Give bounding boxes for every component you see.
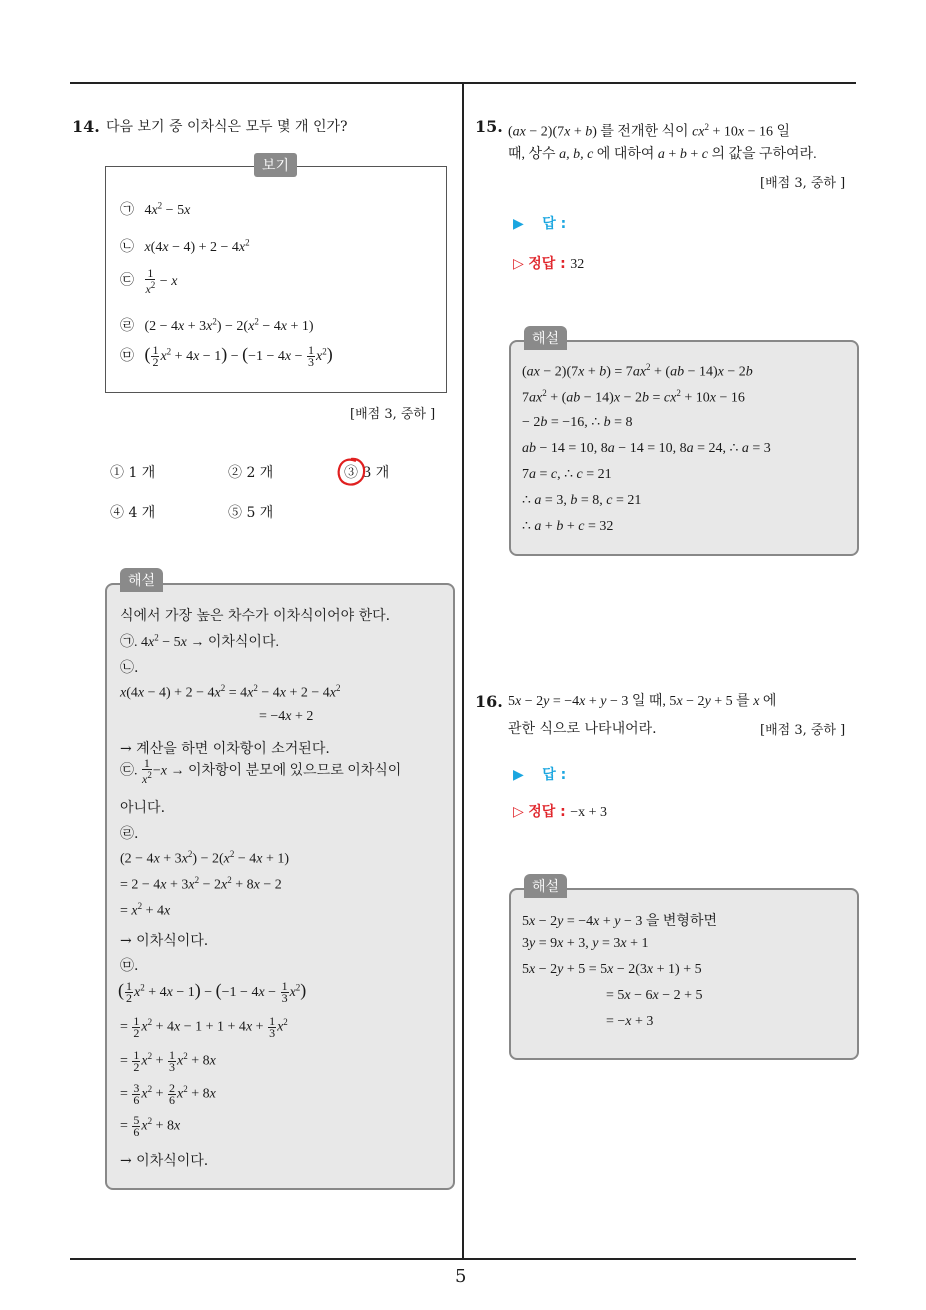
choice-4-num: ④ (110, 505, 124, 521)
answer-arrow-icon: ▶ (513, 216, 524, 232)
q14-score: [배점 3, 중하 ] (350, 407, 436, 422)
q15-correct-value: 32 (570, 257, 585, 272)
q14-sol-line-15: ( $\frac{1}{2}$ $x^2 + 4x - 1) - (-1 - 4x$ − $\frac{1}{3}$ $x^2$) (118, 979, 307, 1006)
q16-correct-row (513, 801, 607, 821)
q16-correct-label: 정답 : (528, 804, 566, 820)
q14-item-2-mark: ㉡ (120, 239, 134, 255)
q16-correct-value: −x + 3 (570, 805, 608, 820)
q14-sol-line-9: ㉣. (120, 826, 139, 842)
q14-solution-title: 해설 (120, 568, 163, 592)
q15-text-2: 때, 상수 a, b, c 에 대하여 a + b + c 의 값을 구하여라. (508, 147, 817, 162)
q16-sol-line-1: 5x − 2y = −4x + y − 3 을 변형하면 (522, 914, 717, 929)
q16-sol-line-3: 5x − 2y + 5 = 5x − 2(3x + 1) + 5 (522, 962, 702, 977)
q16-text-1: 5x − 2y = −4x + y − 3 일 때, 5x − 2y + 5 를 x 에 (508, 694, 777, 709)
choice-3-label: 3 개 (362, 465, 390, 481)
q14-item-1: ㉠ $4x^2 - 5x$ (120, 200, 191, 218)
q14-item-5: ㉤ ( $\frac{1}{2}$ $x^2 + 4x - 1) - (-1 - 4x$ − $\frac{1}{3}$ $x^2$) (120, 343, 333, 370)
choice-4-label: 4 개 (128, 505, 156, 521)
q14-sol-line-13: → 이차식이다. (120, 933, 209, 949)
choice-5-label: 5 개 (246, 505, 274, 521)
q15-correct-row (513, 253, 584, 273)
q15-sol-line-7: ∴ a + b + c = 32 (522, 519, 614, 534)
q14-sol-line-11: = $2 - 4x + 3x^2 - 2x^2 + 8x - 2$ (120, 875, 282, 893)
q15-sol-line-2: $7ax^2 + (ab - 14)x - 2b = cx^2 + 10x - 16$ (522, 388, 745, 406)
q15-correct-label: 정답 : (528, 256, 566, 272)
q14-sol-line-8: 아니다. (120, 800, 166, 816)
choice-5-num: ⑤ (228, 505, 242, 521)
choice-1-label: 1 개 (128, 465, 156, 481)
q16-answer-row (513, 764, 566, 784)
q16-number: 16. (475, 692, 503, 711)
q14-item-4-mark: ㉣ (120, 318, 134, 334)
q14-bogi-label: 보기 (254, 153, 297, 177)
correct-arrow-icon: ▷ (513, 804, 524, 820)
q16-sol-line-4: = 5x − 6x − 2 + 5 (606, 988, 703, 1003)
q14-sol-line-7-text: → 이차항이 분모에 있으므로 이차식이 (170, 763, 402, 779)
correct-arrow-icon: ▷ (513, 256, 524, 272)
q14-sol-line-12: = $x^2 + 4x$ (120, 901, 171, 919)
q15-score: [배점 3, 중하 ] (760, 176, 846, 191)
q14-choice-1[interactable] (110, 462, 155, 482)
answer-arrow-icon: ▶ (513, 767, 524, 783)
choice-2-num: ② (228, 465, 242, 481)
q14-item-1-mark: ㉠ (120, 202, 134, 218)
column-divider (462, 82, 464, 1260)
q14-sol-line-1: 식에서 가장 높은 차수가 이차식이어야 한다. (120, 608, 391, 624)
q14-sol-line-6: → 계산을 하면 이차항이 소거된다. (120, 741, 330, 757)
q14-choice-2[interactable] (228, 462, 273, 482)
q14-number: 14. (72, 117, 100, 136)
q14-sol-line-19: → 이차식이다. (120, 1153, 209, 1169)
choice-3-num: ③ (344, 465, 358, 481)
q16-score: [배점 3, 중하 ] (760, 723, 846, 738)
q15-number: 15. (475, 117, 503, 136)
q14-sol-line-4: $x(4x - 4) + 2 - 4x^2 = 4x^2 - 4x + 2 - 4x^2$ (120, 683, 341, 701)
q14-sol-line-2: ㉠. $4x^2 - 5x$ → 이차식이다. (120, 632, 279, 650)
choice-2-label: 2 개 (246, 465, 274, 481)
q14-sol-line-18b: = $\frac{5}{6}$ $x^2 + 8x$ (120, 1113, 181, 1139)
q16-sol-line-2: 3y = 9x + 3, y = 3x + 1 (522, 936, 649, 951)
q14-item-3-mark: ㉢ (120, 272, 134, 289)
q16-answer-label: 답 : (542, 767, 567, 783)
q14-sol-line-10: $(2 - 4x + 3x^2) - 2(x^2 - 4x + 1)$ (120, 849, 290, 867)
q14-sol-line-5: = −4x + 2 (259, 709, 314, 724)
q16-sol-line-5: = −x + 3 (606, 1014, 654, 1029)
choice-1-num: ① (110, 465, 124, 481)
q15-sol-line-3: − 2b = −16, ∴ b = 8 (522, 415, 633, 430)
page-number: 5 (455, 1266, 467, 1287)
selected-answer-circle-icon (334, 455, 368, 489)
q14-sol-line-16: = $\frac{1}{2}$ $x^2 + 4x - 1 + 1 + 4x$ + $\frac{1}{3}$ $x^2$ (120, 1014, 288, 1040)
q16-text-2: 관한 식으로 나타내어라. (508, 721, 657, 737)
q14-choice-5[interactable] (228, 502, 273, 522)
q14-sol-line-14: ㉤. (120, 958, 139, 974)
q15-sol-line-6: ∴ a = 3, b = 8, c = 21 (522, 493, 642, 508)
q14-item-3: ㉢ $\frac{1}{x^2}$ − x (120, 266, 178, 296)
q16-solution-title: 해설 (524, 874, 567, 898)
q15-sol-line-1: $(ax - 2)(7x + b) = 7ax^2 + (ab - 14)x - 2b$ (522, 362, 753, 380)
q14-sol-line-7: ㉢. $\frac{1}{x^2}$ −x → 이차항이 분모에 있으므로 이차식이 (120, 756, 402, 786)
q15-text-1: (ax − 2)(7x + b) 를 전개한 식이 $cx^2 + 10x - 16$ 일 (508, 122, 791, 140)
q15-sol-line-5: 7a = c, ∴ c = 21 (522, 467, 612, 482)
q14-item-2: ㉡ $x(4x - 4) + 2 - 4x^2$ (120, 237, 250, 255)
q15-answer-row (513, 213, 566, 233)
bottom-rule (70, 1258, 856, 1260)
q15-sol-line-4: ab − 14 = 10, 8a − 14 = 10, 8a = 24, ∴ a = 3 (522, 441, 771, 456)
q15-solution-title: 해설 (524, 326, 567, 350)
q14-item-4: ㉣ $(2 - 4x + 3x^2) - 2(x^2 - 4x + 1)$ (120, 316, 314, 334)
q15-answer-label: 답 : (542, 216, 567, 232)
q14-item-5-mark: ㉤ (120, 348, 134, 364)
q14-sol-line-17: = $\frac{1}{2}$ $x^2$ + $\frac{1}{3}$ $x^2 + 8x$ (120, 1048, 216, 1074)
q14-text: 다음 보기 중 이차식은 모두 몇 개 인가? (106, 119, 348, 135)
q14-sol-line-3: ㉡. (120, 660, 139, 676)
q14-sol-line-18a: = $\frac{3}{6}$ $x^2$ + $\frac{2}{6}$ $x^2 + 8x$ (120, 1081, 216, 1107)
q14-choice-4[interactable] (110, 502, 155, 522)
